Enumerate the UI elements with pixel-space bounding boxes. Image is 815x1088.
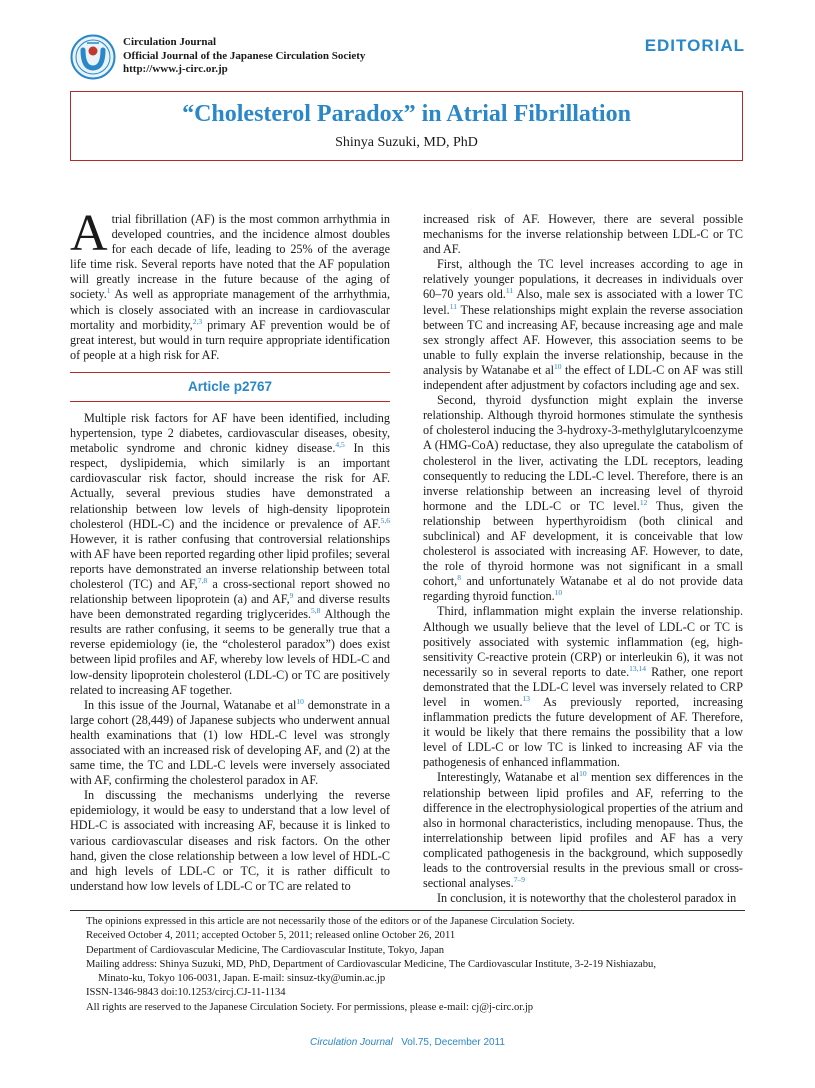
citation[interactable]: 12 bbox=[639, 497, 648, 507]
footnote-disclaimer: The opinions expressed in this article are not necessarily those of the editors or of the Japanese Circulation Society. bbox=[86, 916, 575, 927]
footnote-issn-doi: ISSN-1346-9843 doi:10.1253/circj.CJ-11-1134 bbox=[86, 987, 286, 999]
footnote-dates: Received October 4, 2011; accepted October 5, 2011; released online October 26, 2011 bbox=[86, 930, 456, 942]
citation[interactable]: 10 bbox=[554, 588, 563, 598]
footnote-divider bbox=[70, 910, 745, 911]
paragraph: Third, inflammation might explain the inverse relationship. Although we usually believe that the level of LDL-C or TC is positively associated with systemic inflammation (eg, high-sensitivity C-reactive protein (CRP) or interleukin 6), it was not necessarily so in several reports to date.$^{13,14}$ Rather, one report demonstrated that the LDL-C level was inversely related to CRP level in women.$^{13}$ As previously reported, increasing inflammation predicts the future development of AF. Therefore, it would be likely that there remains the possibility that a low level of LDL-C or low TC is linked to increasing AF via the pathogenesis of enhanced inflammation. bbox=[423, 604, 744, 770]
citation[interactable]: 13 bbox=[522, 693, 531, 703]
title-box bbox=[70, 91, 743, 161]
citation[interactable]: 7–9 bbox=[513, 875, 525, 885]
citation[interactable]: 11 bbox=[505, 286, 514, 296]
paragraph: In this issue of the Journal, Watanabe et al$^{10}$ demonstrate in a large cohort (28,449) of Japanese subjects who underwent annual health examinations that (1) low HDL-C level was strongly associated with an increased risk of developing AF, and (2) at the same time, the TC and LDL-C levels were inversely associated with AF, confirming the cholesterol paradox in AF. bbox=[70, 696, 390, 788]
footnote-affiliation: Department of Cardiovascular Medicine, The Cardiovascular Institute, Tokyo, Japan bbox=[86, 944, 445, 956]
journal-header bbox=[70, 34, 745, 82]
citation[interactable]: 8 bbox=[457, 573, 461, 583]
section-label: EDITORIAL bbox=[644, 36, 745, 55]
circulation-journal-logo-icon bbox=[70, 34, 116, 80]
footer-volume: Vol.75, December 2011 bbox=[401, 1037, 505, 1048]
right-column bbox=[423, 212, 743, 906]
paragraph: Atrial fibrillation (AF) is the most common arrhythmia in developed countries, and the incidence almost doubles for each decade of life, leading to 25% of the average life time risk. Several reports have noted that the AF population will greatly increase in the future because of the aging of society.$^1$ As well as appropriate management of the arrhythmia, which is closely associated with an increase in cardiovascular mortality and morbidity,$^{2,3}$ primary AF prevention would be of great interest, but would in turn require appropriate identification of people at a high risk for AF. bbox=[70, 205, 391, 362]
citation[interactable]: 13,14 bbox=[629, 663, 647, 673]
paragraph: Second, thyroid dysfunction might explain the inverse relationship. Although thyroid hormones stimulate the synthesis of cholesterol inducing the 3-hydroxy-3-methylglutarylcoenzyme A (HMG-CoA) reductase, they also upregulate the catabolism of cholesterol in the liver, activating the LDL receptors, leading consequently to reducing the LDL-C level. Therefore, there is an inverse relationship between an increasing level of thyroid hormone and the LDL-C or TC level.$^{12}$ Thus, given the relationship between hyperthyroidism (both clinical and subclinical) and AF development, it is conceivable that low cholesterol is associated with increasing AF. However, to date, the role of thyroid hormone was not significant in a small cohort,$^8$ and unfortunately Watanabe et al do not provide data regarding thyroid function.$^{10}$ bbox=[423, 393, 743, 604]
paragraph: increased risk of AF. However, there are several possible mechanisms for the inverse relationship between LDL-C or TC and AF. bbox=[423, 212, 743, 257]
paragraph: Multiple risk factors for AF have been identified, including hypertension, type 2 diabetes, cardiovascular diseases, obesity, metabolic syndrome and chronic kidney disease.$^{4,5}$ In this respect, dyslipidemia, which similarly is an important cardiovascular risk factor, should increase the risk for AF. Actually, several previous studies have demonstrated a relationship between low levels of high-density lipoprotein cholesterol (HDL-C) and the incidence or prevalence of AF.$^{5,6}$ However, it is rather confusing that controversial relationships with AF have been reported regarding other lipid profiles; several reports have demonstrated an inverse relationship between total cholesterol (TC) and AF,$^{7,8}$ a cross-sectional report showed no relationship between lipoprotein (a) and AF,$^9$ and diverse results have been demonstrated regarding triglycerides.$^{5,8}$ Although the results are rather confusing, it seems to be generally true that a reverse epidemiology (ie, the “cholesterol paradox”) does exist between lipid profiles and AF, whereby low levels of HDL-C and low-density lipoprotein cholesterol (LDL-C) or TC are positively related to increasing AF together. bbox=[70, 410, 390, 697]
journal-name: Circulation Journal bbox=[123, 36, 217, 48]
drop-cap: A bbox=[70, 205, 108, 262]
paragraph: Interestingly, Watanabe et al$^{10}$ mention sex differences in the relationship between lipid profiles and AF, referring to the difference in the electrophysiological properties of the atrium and also in hormonal characteristics, including menopause. Thus, the interrelationship between lipid profiles and AF has a very complicated pathogenesis in the background, which supposedly leads to the controversial results in the previous small or cross-sectional analyses.$^{7-9}$ bbox=[423, 769, 743, 891]
citation[interactable]: 2,3 bbox=[192, 316, 203, 326]
citation[interactable]: 10 bbox=[579, 769, 587, 779]
footer-journal: Circulation Journal bbox=[310, 1037, 393, 1048]
article-author: Shinya Suzuki, MD, PhD bbox=[335, 135, 478, 150]
footnote-mailing-address-cont: Minato-ku, Tokyo 106-0031, Japan. E-mail: sinsuz-tky@umin.ac.jp bbox=[98, 973, 386, 985]
citation[interactable]: 1 bbox=[106, 286, 111, 296]
citation[interactable]: 4,5 bbox=[335, 440, 345, 450]
citation[interactable]: 7,8 bbox=[197, 575, 208, 585]
citation[interactable]: 10 bbox=[296, 696, 304, 706]
article-reference-link[interactable]: Article p2767 bbox=[70, 372, 390, 402]
footnote-rights: All rights are reserved to the Japanese Circulation Society. For permissions, please e-mail: cj@j-circ.or.jp bbox=[86, 1001, 534, 1013]
paragraph: First, although the TC level increases according to age in relatively younger populations, it decreases in individuals over 60–70 years old.$^{11}$ Also, male sex is associated with a lower TC level.$^{11}$ These relationships might explain the reverse association between TC and increasing AF, because increasing age and male sex strongly affect AF. However, this association seems to be unable to fully explain the inverse relationship, because in the analysis by Watanabe et al$^{10}$ the effect of LDL-C on AF was still independent after adjustment by cofactors including age and sex. bbox=[423, 257, 743, 393]
paragraph: In discussing the mechanisms underlying the reverse epidemiology, it would be easy to understand that a low level of HDL-C is associated with increasing AF, because it is linked to various cardiovascular diseases and risk factors. On the other hand, given the close relationship between a low level of HDL-C and high levels of LDL-C or TC, it is rather difficult to understand how low levels of LDL-C or TC are related to bbox=[70, 788, 390, 893]
article-title: “Cholesterol Paradox” in Atrial Fibrillation bbox=[182, 101, 631, 127]
journal-subtitle: Official Journal of the Japanese Circulation Society bbox=[123, 49, 366, 62]
left-column bbox=[70, 205, 391, 894]
page-footer bbox=[0, 1037, 815, 1048]
citation[interactable]: 5,8 bbox=[311, 606, 321, 616]
footnotes bbox=[86, 915, 736, 1015]
citation[interactable]: 9 bbox=[289, 591, 294, 600]
paragraph: In conclusion, it is noteworthy that the cholesterol paradox in bbox=[437, 891, 737, 906]
journal-info bbox=[123, 36, 365, 77]
citation[interactable]: 10 bbox=[553, 361, 562, 371]
footnote-mailing-address: Mailing address: Shinya Suzuki, MD, PhD, Department of Cardiovascular Medicine, The Cardiovascular Institute, 3-2-19 Nishiazabu, bbox=[86, 958, 656, 970]
citation[interactable]: 5,6 bbox=[380, 515, 390, 525]
journal-url[interactable]: http://www.j-circ.or.jp bbox=[123, 63, 228, 75]
citation[interactable]: 11 bbox=[449, 301, 457, 311]
